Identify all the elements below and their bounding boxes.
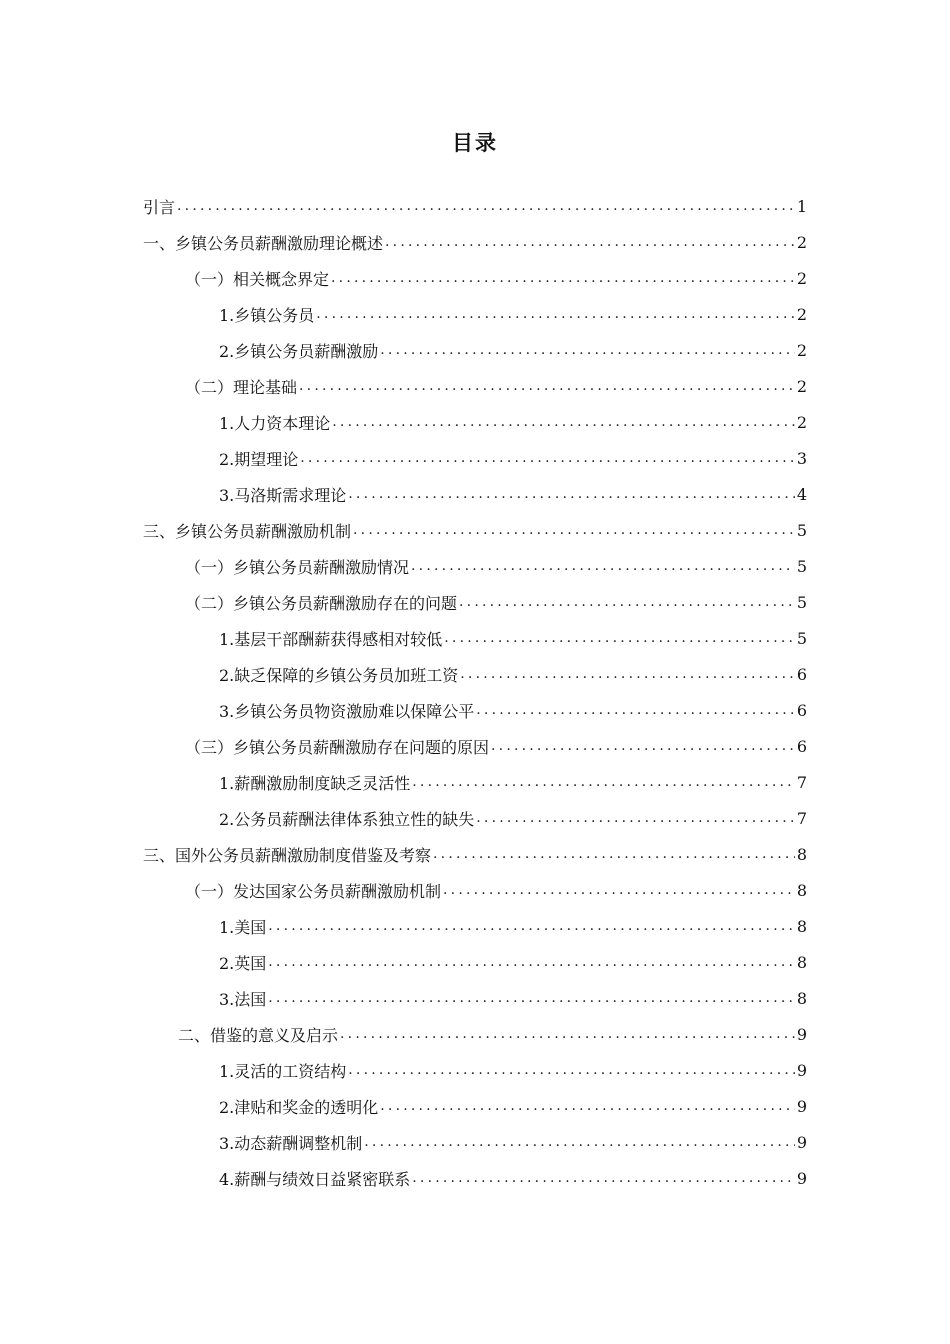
toc-page-number: 9 xyxy=(796,1060,807,1080)
toc-entry-label: （一）发达国家公务员薪酬激励机制 xyxy=(185,881,442,901)
dot-leader xyxy=(459,594,795,610)
toc-page-number: 6 xyxy=(796,700,807,720)
toc-page-number: 2 xyxy=(796,232,807,252)
toc-page-number: 9 xyxy=(796,1024,807,1044)
toc-entry[interactable] xyxy=(185,368,807,404)
toc-entry[interactable] xyxy=(185,548,807,584)
toc-entry-label: （一）相关概念界定 xyxy=(185,269,330,289)
dot-leader xyxy=(460,666,795,682)
toc-entry-label: 1.人力资本理论 xyxy=(219,413,331,433)
toc-entry-label: 三、国外公务员薪酬激励制度借鉴及考察 xyxy=(143,845,432,865)
dot-leader xyxy=(476,702,795,718)
toc-entry[interactable] xyxy=(178,1016,807,1052)
toc-page-number: 2 xyxy=(796,304,807,324)
toc-page-number: 6 xyxy=(796,664,807,684)
toc-entry[interactable] xyxy=(219,1052,807,1088)
toc-page-number: 2 xyxy=(796,268,807,288)
dot-leader xyxy=(348,486,795,502)
toc-entry-label: 2.乡镇公务员薪酬激励 xyxy=(219,341,379,361)
dot-leader xyxy=(348,1062,795,1078)
toc-entry-label: （二）理论基础 xyxy=(185,377,298,397)
toc-entry[interactable] xyxy=(219,908,807,944)
toc-page-number: 5 xyxy=(796,556,807,576)
dot-leader xyxy=(353,522,795,538)
toc-entry-label: 2.公务员薪酬法律体系独立性的缺失 xyxy=(219,809,475,829)
toc-entry[interactable] xyxy=(219,944,807,980)
toc-entry[interactable] xyxy=(219,692,807,728)
dot-leader xyxy=(268,990,795,1006)
toc-page-number: 9 xyxy=(796,1096,807,1116)
toc-page-number: 1 xyxy=(796,196,807,216)
dot-leader xyxy=(268,918,795,934)
toc-entry-label: 引言 xyxy=(143,197,176,217)
toc-entry[interactable] xyxy=(219,800,807,836)
toc-page-number: 5 xyxy=(796,592,807,612)
toc-entry[interactable] xyxy=(219,1160,807,1196)
toc-entry[interactable] xyxy=(185,260,807,296)
toc-page-number: 9 xyxy=(796,1132,807,1152)
toc-page-number: 8 xyxy=(796,880,807,900)
toc-entry-label: 2.缺乏保障的乡镇公务员加班工资 xyxy=(219,665,459,685)
dot-leader xyxy=(332,414,795,430)
toc-entry[interactable] xyxy=(219,476,807,512)
dot-leader xyxy=(300,450,795,466)
dot-leader xyxy=(299,378,795,394)
toc-page-number: 4 xyxy=(796,484,807,504)
toc-page-number: 8 xyxy=(796,988,807,1008)
toc-entry-label: 1.薪酬激励制度缺乏灵活性 xyxy=(219,773,411,793)
toc-entry[interactable] xyxy=(143,188,807,224)
toc-entry-label: 3.动态薪酬调整机制 xyxy=(219,1133,363,1153)
toc-entry-label: 1.基层干部酬薪获得感相对较低 xyxy=(219,629,443,649)
toc-entry-label: 3.乡镇公务员物资激励难以保障公平 xyxy=(219,701,475,721)
toc-entry-label: （二）乡镇公务员薪酬激励存在的问题 xyxy=(185,593,458,613)
toc-page-number: 7 xyxy=(796,808,807,828)
toc-entry[interactable] xyxy=(219,980,807,1016)
toc-entry-label: 4.薪酬与绩效日益紧密联系 xyxy=(219,1169,411,1189)
dot-leader xyxy=(433,846,795,862)
dot-leader xyxy=(380,342,795,358)
toc-entry[interactable] xyxy=(219,620,807,656)
toc-entry-label: 1.美国 xyxy=(219,917,267,937)
dot-leader xyxy=(177,198,795,214)
toc-entry-label: （三）乡镇公务员薪酬激励存在问题的原因 xyxy=(185,737,490,757)
toc-page-number: 8 xyxy=(796,916,807,936)
dot-leader xyxy=(412,774,795,790)
toc-page-number: 8 xyxy=(796,844,807,864)
dot-leader xyxy=(444,630,795,646)
toc-entry-label: 一、乡镇公务员薪酬激励理论概述 xyxy=(143,233,384,253)
toc-entry[interactable] xyxy=(219,404,807,440)
toc-entry[interactable] xyxy=(219,296,807,332)
toc-entry-label: 3.法国 xyxy=(219,989,267,1009)
toc-entry[interactable] xyxy=(219,332,807,368)
dot-leader xyxy=(380,1098,795,1114)
toc-entry[interactable] xyxy=(185,728,807,764)
toc-page-number: 7 xyxy=(796,772,807,792)
toc-entry-label: （一）乡镇公务员薪酬激励情况 xyxy=(185,557,410,577)
toc-page-number: 3 xyxy=(796,448,807,468)
toc-entry-label: 2.期望理论 xyxy=(219,449,299,469)
toc-entry[interactable] xyxy=(219,1088,807,1124)
dot-leader xyxy=(443,882,795,898)
dot-leader xyxy=(340,1026,795,1042)
dot-leader xyxy=(364,1134,795,1150)
toc-entry[interactable] xyxy=(219,1124,807,1160)
dot-leader xyxy=(268,954,795,970)
page-title: 目录 xyxy=(452,131,498,155)
toc-page-number: 5 xyxy=(796,520,807,540)
toc-page-number: 2 xyxy=(796,412,807,432)
toc-entry[interactable] xyxy=(219,440,807,476)
toc-entry-label: 二、借鉴的意义及启示 xyxy=(178,1025,339,1045)
dot-leader xyxy=(476,810,795,826)
toc-entry-label: 1.灵活的工资结构 xyxy=(219,1061,347,1081)
toc-page-number: 9 xyxy=(796,1168,807,1188)
toc-entry[interactable] xyxy=(143,512,807,548)
toc-entry-label: 3.马洛斯需求理论 xyxy=(219,485,347,505)
dot-leader xyxy=(412,1170,795,1186)
toc-entry-label: 三、乡镇公务员薪酬激励机制 xyxy=(143,521,352,541)
toc-page-number: 5 xyxy=(796,628,807,648)
toc-page-number: 2 xyxy=(796,376,807,396)
toc-entry[interactable] xyxy=(143,224,807,260)
dot-leader xyxy=(491,738,795,754)
toc-entry[interactable] xyxy=(185,872,807,908)
toc-entry[interactable] xyxy=(219,656,807,692)
dot-leader xyxy=(316,306,795,322)
toc-page-number: 6 xyxy=(796,736,807,756)
toc-page-number: 8 xyxy=(796,952,807,972)
toc-entry-label: 2.津贴和奖金的透明化 xyxy=(219,1097,379,1117)
toc-entry-label: 1.乡镇公务员 xyxy=(219,305,315,325)
dot-leader xyxy=(331,270,795,286)
toc-entry[interactable] xyxy=(143,836,807,872)
toc-entry[interactable] xyxy=(185,584,807,620)
dot-leader xyxy=(385,234,795,250)
toc-page-number: 2 xyxy=(796,340,807,360)
dot-leader xyxy=(411,558,795,574)
toc-entry-label: 2.英国 xyxy=(219,953,267,973)
toc-entry[interactable] xyxy=(219,764,807,800)
